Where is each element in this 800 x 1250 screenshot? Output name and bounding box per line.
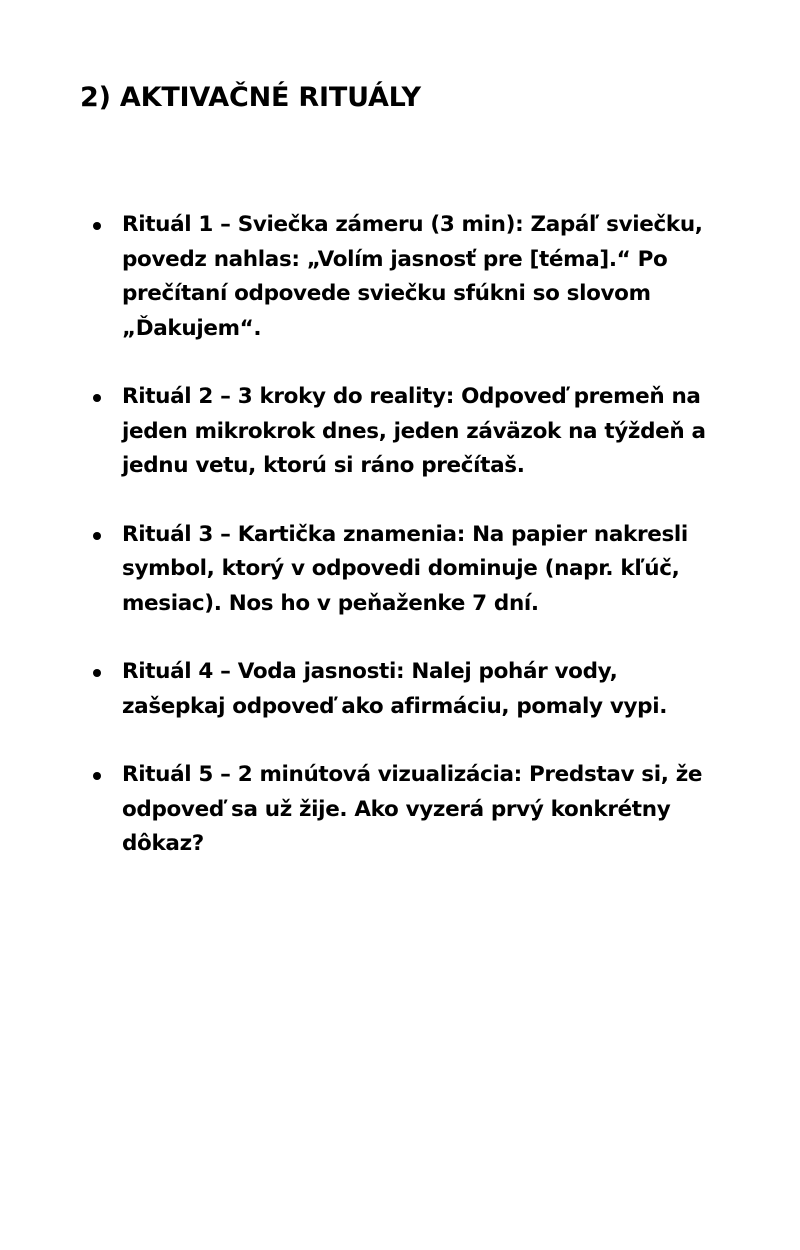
ritual-text: Rituál 1 – Sviečka zámeru (3 min): Zapáľ sviečku, povedz nahlas: „Volím jasnosť pre [téma].“ Po prečítaní odpovede sviečku sfúkni so slovom „Ďakujem“.	[122, 212, 703, 341]
list-item	[122, 758, 722, 862]
ritual-text: Rituál 3 – Kartička znamenia: Na papier nakresli symbol, ktorý v odpovedi dominuje (napr. kľúč, mesiac). Nos ho v peňaženke 7 dní.	[122, 521, 688, 616]
ritual-text: Rituál 2 – 3 kroky do reality: Odpoveď premeň na jeden mikrokrok dnes, jeden záväzok na týždeň a jednu vetu, ktorú si ráno prečítaš.	[122, 384, 706, 478]
bullet-icon	[93, 394, 101, 402]
ritual-list	[122, 208, 722, 896]
section-heading: 2) AKTIVAČNÉ RITUÁLY	[80, 82, 421, 113]
bullet-icon	[93, 772, 101, 780]
list-item	[122, 518, 722, 622]
bullet-icon	[93, 532, 101, 540]
ritual-text: Rituál 4 – Voda jasnosti: Nalej pohár vody, zašepkaj odpoveď ako afirmáciu, pomaly vypi.	[122, 659, 668, 719]
ritual-text: Rituál 5 – 2 minútová vizualizácia: Predstav si, že odpoveď sa už žije. Ako vyzerá prvý konkrétny dôkaz?	[122, 762, 703, 856]
list-item	[122, 380, 722, 484]
list-item	[122, 208, 722, 346]
bullet-icon	[93, 669, 101, 677]
bullet-icon	[93, 222, 101, 230]
list-item	[122, 655, 722, 724]
